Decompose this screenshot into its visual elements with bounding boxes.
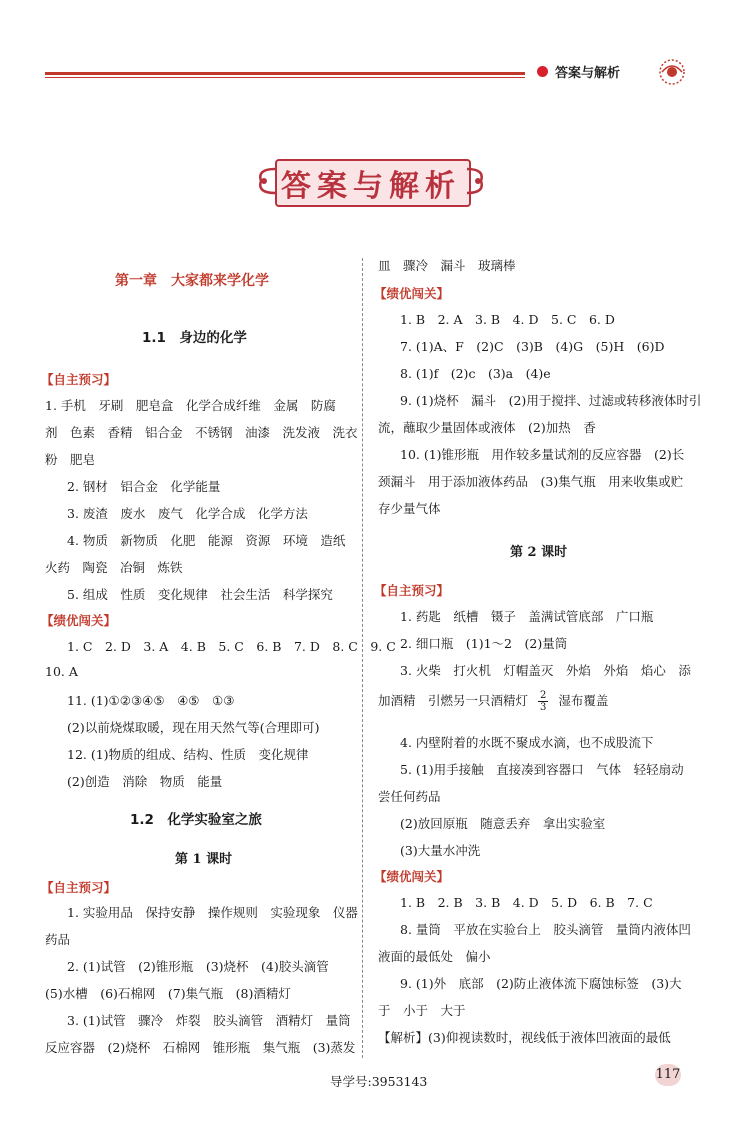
tag-self-preview: 【自主预习】 [41,880,117,895]
title-banner [253,153,489,211]
header-section-label: 答案与解析 [555,66,621,81]
answer-line-with-fraction [378,690,608,713]
answer-line: 1. 手机 牙刷 肥皂盒 化学合成纤维 金属 防腐 [45,398,336,413]
answer-text: 加酒精 引燃另一只酒精灯 [378,693,529,708]
answer-line: 存少量气体 [378,501,441,516]
answer-line: 10. A [45,664,78,679]
answer-line: 于 小于 大于 [378,1003,466,1018]
answer-line: 1. 药匙 纸槽 镊子 盖满试管底部 广口瓶 [400,609,654,624]
answer-line: 药品 [45,932,71,947]
header-rule [45,72,525,75]
answer-line: 3. 火柴 打火机 灯帽盖灭 外焰 外焰 焰心 添 [400,663,691,678]
answer-line: 液面的最低处 偏小 [378,949,491,964]
column-divider [362,258,363,1058]
answer-line: 11. (1)①②③④⑤ ④⑤ ①③ [67,693,235,708]
answer-line: (5)水槽 (6)石棉网 (7)集气瓶 (8)酒精灯 [45,986,291,1001]
page-number: 117 [655,1064,681,1086]
answer-line: 【解析】(3)仰视读数时，视线低于液体凹液面的最低 [378,1030,671,1045]
answer-line: 2. 细口瓶 (1)1～2 (2)量筒 [400,636,568,651]
answer-line: 4. 内壁附着的水既不聚成水滴，也不成股流下 [400,735,654,750]
answer-line: 9. (1)烧杯 漏斗 (2)用于搅拌、过滤或转移液体时引 [400,393,702,408]
answer-line: 3. (1)试管 骤冷 炸裂 胶头滴管 酒精灯 量筒 [67,1013,351,1028]
answer-line: 尝任何药品 [378,789,441,804]
answer-line: 4. 物质 新物质 化肥 能源 资源 环境 造纸 [67,533,346,548]
tag-excellent-pass: 【绩优闯关】 [374,869,450,884]
header-rule-thin [45,77,525,78]
answer-line: (2)以前烧煤取暖，现在用天然气等(合理即可) [67,720,320,735]
tag-excellent-pass: 【绩优闯关】 [41,613,117,628]
fraction [538,690,548,713]
answer-line: 1. 实验用品 保持安静 操作规则 实验现象 仪器 [67,905,358,920]
answer-line: 8. (1)f (2)c (3)a (4)e [400,366,551,381]
answer-line: 流，蘸取少量固体或液体 (2)加热 香 [378,420,596,435]
section-heading-1-1: 1.1 身边的化学 [142,330,247,346]
lesson-heading-1: 第 1 课时 [175,852,233,867]
answer-line: 12. (1)物质的组成、结构、性质 变化规律 [67,747,309,762]
section-heading-1-2: 1.2 化学实验室之旅 [130,812,262,828]
page-title: 答案与解析 [281,169,461,204]
answer-line: 1. C 2. D 3. A 4. B 5. C 6. B 7. D 8. C 9. C [67,639,396,654]
fraction-numerator: 2 [540,690,547,701]
header-dot-icon [537,66,548,77]
answer-line: 9. (1)外 底部 (2)防止液体流下腐蚀标签 (3)大 [400,976,682,991]
answer-line: 2. (1)试管 (2)锥形瓶 (3)烧杯 (4)胶头滴管 [67,959,329,974]
lesson-heading-2: 第 2 课时 [510,545,568,560]
answer-line: 皿 骤冷 漏斗 玻璃棒 [378,258,516,273]
answer-line: 1. B 2. A 3. B 4. D 5. C 6. D [400,312,615,327]
chapter-heading: 第一章 大家都来学化学 [115,273,269,289]
fraction-denominator: 3 [540,702,547,713]
guide-code: 导学号:3953143 [330,1074,428,1089]
answer-line: (3)大量水冲洗 [400,843,481,858]
answer-text: 湿布覆盖 [558,693,609,708]
answer-line: 粉 肥皂 [45,452,96,467]
answer-line: 8. 量筒 平放在实验台上 胶头滴管 量筒内液体凹 [400,922,691,937]
answer-line: 反应容器 (2)烧杯 石棉网 锥形瓶 集气瓶 (3)蒸发 [45,1040,356,1055]
answer-line: 剂 色素 香精 铝合金 不锈钢 油漆 洗发液 洗衣 [45,425,358,440]
answer-line: 颈漏斗 用于添加液体药品 (3)集气瓶 用来收集或贮 [378,474,684,489]
answer-line: 火药 陶瓷 冶铜 炼铁 [45,560,183,575]
answer-line: 3. 废渣 废水 废气 化学合成 化学方法 [67,506,308,521]
answer-line: 5. (1)用手接触 直接凑到容器口 气体 轻轻扇动 [400,762,684,777]
tag-self-preview: 【自主预习】 [41,372,117,387]
answer-line: 7. (1)A、F (2)C (3)B (4)G (5)H (6)D [400,339,665,354]
answer-line: 2. 钢材 铝合金 化学能量 [67,479,221,494]
answer-line: 1. B 2. B 3. B 4. D 5. D 6. B 7. C [400,895,653,910]
decorative-flower-icon [652,56,692,88]
answer-line: 5. 组成 性质 变化规律 社会生活 科学探究 [67,587,333,602]
tag-self-preview: 【自主预习】 [374,583,450,598]
answer-line: (2)创造 消除 物质 能量 [67,774,223,789]
tag-excellent-pass: 【绩优闯关】 [374,286,450,301]
answer-line: 10. (1)锥形瓶 用作较多量试剂的反应容器 (2)长 [400,447,685,462]
answer-line: (2)放回原瓶 随意丢弃 拿出实验室 [400,816,606,831]
